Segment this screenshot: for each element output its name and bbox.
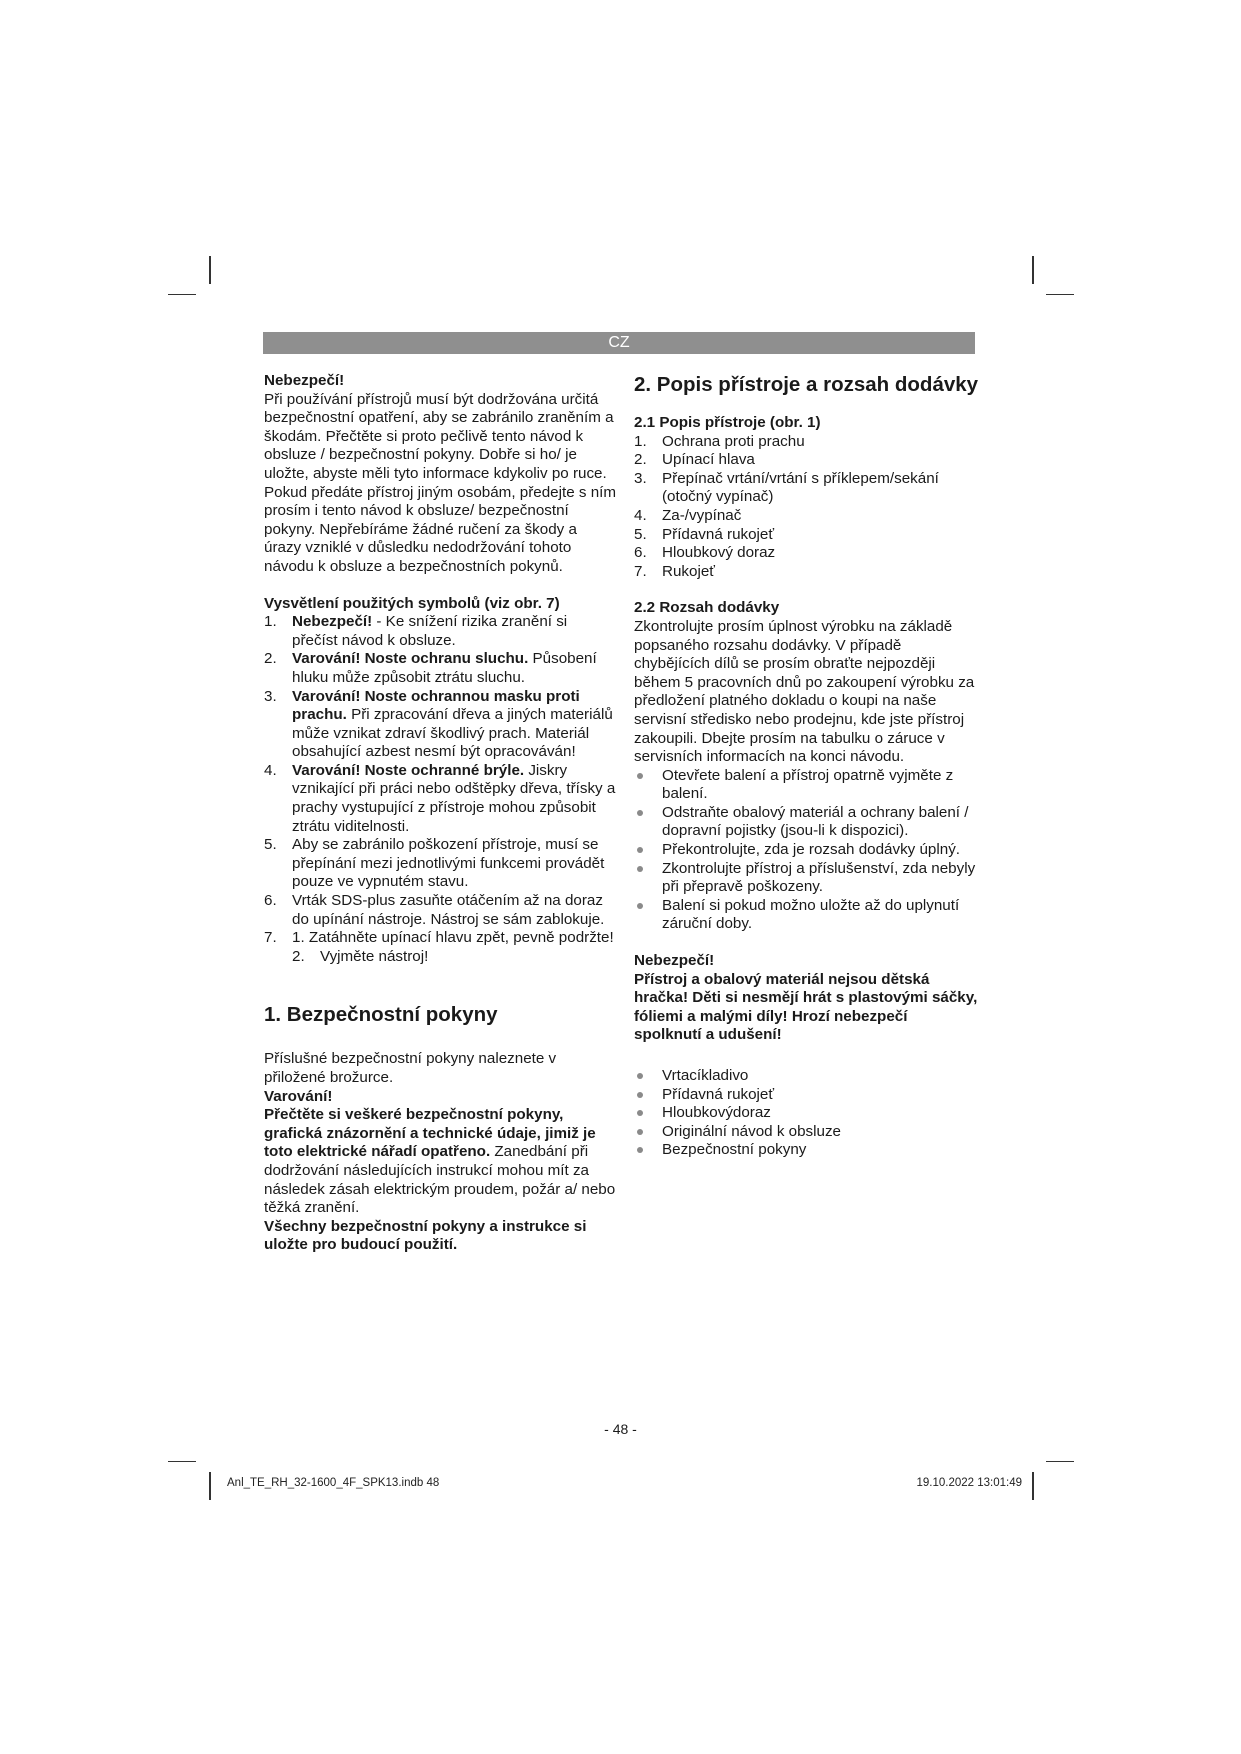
left-column — [264, 372, 616, 1255]
scope-text: Zkontrolujte prosím úplnost výrobku na základě popsaného rozsahu dodávky. V případě chybějících dílů se prosím obraťte nejpozději během 5 pracovních dnů po zakoupení výrobku za předložení platného dokladu o koupi na naše servisní středisko nebo prodejnu, kde jste přístroj zakoupili. Dbejte prosím na tabulku o záruce v servisních informacích na konci návodu. — [634, 617, 975, 766]
list-item: Odstraňte obalový materiál a ochrany balení / dopravní pojistky (jsou-li k dispozici). — [634, 804, 979, 841]
list-item: Bezpečnostní pokyny — [634, 1141, 979, 1160]
delivery-contents — [634, 1067, 979, 1160]
list-item: 1. Ochrana proti prachu — [634, 432, 805, 450]
crop-mark — [1046, 1461, 1074, 1462]
list-item: Otevřete balení a přístroj opatrně vyjměte z balení. — [634, 767, 979, 804]
crop-mark — [1032, 256, 1034, 284]
list-item: Překontrolujte, zda je rozsah dodávky úplný. — [634, 841, 979, 860]
crop-mark — [209, 256, 211, 284]
list-subitem: 2. Vyjměte nástroj! — [292, 947, 429, 965]
danger2-text: Přístroj a obalový materiál nejsou dětská hračka! Děti si nesmějí hrát s plastovými sáčky, fóliemi a malými díly! Hrozí nebezpečí spolknutí a udušení! — [634, 970, 978, 1044]
list-item: 1. Nebezpečí! - Ke snížení rizika zranění si přečíst návod k obsluze. — [264, 613, 568, 649]
list-item: 7. 1. Zatáhněte upínací hlavu zpět, pevně podržte! 2. Vyjměte nástroj! — [264, 929, 616, 966]
page-number: - 48 - — [604, 1421, 637, 1437]
footer-filename: Anl_TE_RH_32-1600_4F_SPK13.indb 48 — [227, 1477, 440, 1489]
right-column — [634, 372, 979, 1160]
list-item: 6. Vrták SDS-plus zasuňte otáčením až na doraz do upínání nástroje. Nástroj se sám zablokuje. — [264, 892, 605, 928]
section2-title: 2. Popis přístroje a rozsah dodávky — [634, 373, 979, 396]
section1-title: 1. Bezpečnostní pokyny — [264, 1003, 498, 1027]
footer-timestamp: 19.10.2022 13:01:49 — [916, 1477, 1022, 1489]
list-item: 6. Hloubkový doraz — [634, 544, 776, 562]
list-item: 7. Rukojeť — [634, 562, 715, 580]
warning-title: Varování! — [264, 1087, 333, 1105]
scope-bullets — [634, 767, 979, 934]
warning-text: Přečtěte si veškeré bezpečnostní pokyny, grafická znázornění a technické údaje, jimiž je toto elektrické nářadí opatřeno. Zanedbání při dodržování následujících instrukcí mohou mít za následek zásah elektrickým proudem, požár a/ nebo těžká zranění. — [264, 1106, 616, 1217]
crop-mark — [1046, 294, 1074, 295]
list-item: 3. Přepínač vrtání/vrtání s příklepem/sekání (otočný vypínač) — [634, 469, 939, 506]
crop-mark — [168, 294, 196, 295]
crop-mark — [209, 1472, 211, 1500]
list-item: Přídavná rukojeť — [634, 1086, 979, 1105]
list-item: Balení si pokud možno uložte až do uplynutí záruční doby. — [634, 897, 979, 934]
language-tag: CZ — [263, 332, 975, 354]
danger-text: Při používání přístrojů musí být dodržována určitá bezpečnostní opatření, aby se zabránilo zraněním a škodám. Přečtěte si proto pečlivě tento návod k obsluze / bezpečnostní pokyny. Dobře si ho/ je uložte, abyste měli tyto informace kdykoliv po ruce. Pokud předáte přístroj jiným osobám, předejte s ním prosím i tento návod k obsluze/ bezpečnostní pokyny. Nepřebíráme žádné ručení za škody a úrazy vzniklé v důsledku nedodržování tohoto návodu k obsluze a bezpečnostních pokynů. — [264, 390, 617, 575]
list-item: Vrtacíkladivo — [634, 1067, 979, 1086]
crop-mark — [168, 1461, 196, 1462]
list-item: 4. Za-/vypínač — [634, 506, 742, 524]
symbols-list — [264, 613, 616, 966]
symbols-title: Vysvětlení použitých symbolů (viz obr. 7) — [264, 594, 560, 612]
list-item: Hloubkovýdoraz — [634, 1104, 979, 1123]
list-item: Originální návod k obsluze — [634, 1123, 979, 1142]
list-item: 2. Varování! Noste ochranu sluchu. Působení hluku může způsobit ztrátu sluchu. — [264, 650, 597, 686]
keep-instructions: Všechny bezpečnostní pokyny a instrukce si uložte pro budoucí použití. — [264, 1217, 587, 1254]
list-item: 3. Varování! Noste ochrannou masku proti prachu. Při zpracování dřeva a jiných materiálů může vznikat zdraví škodlivý prach. Materiál obsahující azbest nesmí být opracováván! — [264, 687, 613, 761]
list-item: 2. Upínací hlava — [634, 451, 755, 469]
list-item: Zkontrolujte přístroj a příslušenství, zda nebyly při přepravě poškozeny. — [634, 860, 979, 897]
crop-mark — [1032, 1472, 1034, 1500]
sub21-title: 2.1 Popis přístroje (obr. 1) — [634, 414, 821, 431]
list-item: 5. Aby se zabránilo poškození přístroje, musí se přepínání mezi jednotlivými funkcemi provádět pouze ve vypnutém stavu. — [264, 836, 605, 891]
danger2-title: Nebezpečí! — [634, 952, 715, 970]
list-item: 4. Varování! Noste ochranné brýle. Jiskry vznikající při práci nebo odštěpky dřeva, třísky a prachy vystupující z přístroje mohou způsobit ztrátu viditelnosti. — [264, 761, 616, 835]
section1-text: Příslušné bezpečnostní pokyny naleznete v přiložené brožurce. — [264, 1050, 557, 1086]
parts-list — [634, 433, 979, 582]
sub22-title: 2.2 Rozsah dodávky — [634, 599, 780, 617]
danger-title: Nebezpečí! — [264, 372, 345, 389]
list-item: 5. Přídavná rukojeť — [634, 525, 775, 543]
